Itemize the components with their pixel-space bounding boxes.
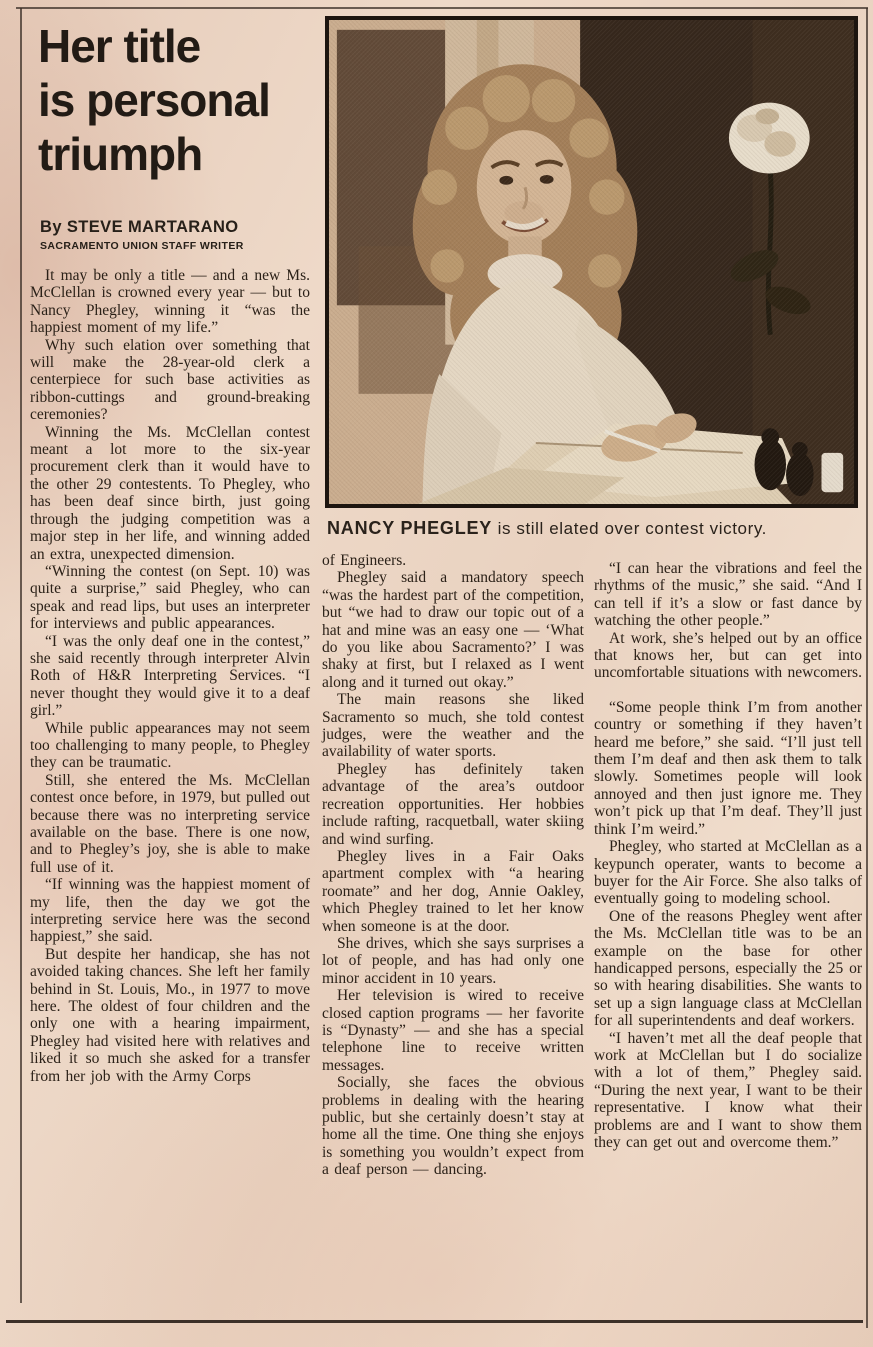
article-paragraph: “I haven’t met all the deaf people that work at McClellan but I do socialize with a lot of them,” Phegley said. “During the next year, I want to be their representative. I know what their problems are and I want to show them they can get out and overcome them.” — [594, 1029, 862, 1151]
article-paragraph: While public appearances may not seem too challenging to many people, to Phegley they can be traumatic. — [30, 719, 310, 772]
article-paragraph: Still, she entered the Ms. McClellan contest once before, in 1979, but pulled out because there was no interpreting service available on the base. There is one now, and to Phegley’s joy, she is able to make full use of it. — [30, 771, 310, 876]
byline — [40, 218, 320, 252]
left-border-rule — [20, 8, 22, 1303]
headline — [38, 20, 323, 181]
byline-organization: SACRAMENTO UNION STAFF WRITER — [40, 240, 244, 252]
article-paragraph: “I can hear the vibrations and feel the rhythms of the music,” she said. “And I can tell if it’s a slow or fast dance by watching the other people.” — [594, 560, 862, 630]
photo-illustration — [329, 20, 854, 504]
right-border-rule — [866, 8, 868, 1328]
photo-caption — [327, 518, 863, 539]
headline-line: Her title — [38, 20, 201, 72]
caption-text: is still elated over contest victory. — [497, 519, 767, 538]
article-paragraph: “If winning was the happiest moment of my life, then the day we got the interpreting service here was the second happiest,” she said. — [30, 876, 310, 946]
headline-line: triumph — [38, 127, 203, 180]
article-paragraph: Phegley has definitely taken advantage of the area’s outdoor recreation opportunities. Her hobbies include rafting, racquetball, water skiing and wind surfing. — [322, 760, 584, 848]
article-paragraph: Phegley said a mandatory speech “was the hardest part of the competition, but “we had to draw our topic out of a hat and mine was an easy one — ‘What do you like abou Sacramento?’ I was shaky at first, but I relaxed as I went along and it turned out okay.” — [322, 569, 584, 691]
caption-subject-name: NANCY PHEGLEY — [327, 518, 498, 538]
article-paragraph: “Some people think I’m from another country or something if they haven’t heard me before,” she said. “I’ll just tell them I’m deaf and then ask them to talk slowly. Sometimes people will look annoyed and then just ignore me. They won’t pick up that I’m deaf. They’ll just think I’m weird.” — [594, 698, 862, 838]
article-paragraph: The main reasons she liked Sacramento so much, she told contest judges, were the weather and the availability of water sports. — [322, 691, 584, 761]
article-paragraph: Phegley lives in a Fair Oaks apartment complex with “a hearing roomate” and her dog, Annie Oakley, which Phegley trained to let her know when someone is at the door. — [322, 847, 584, 935]
article-paragraph: It may be only a title — and a new Ms. McClellan is crowned every year — but to Nancy Phegley, winning it “was the happiest moment of my life.” — [30, 267, 310, 337]
headline-line: is personal — [38, 73, 270, 126]
byline-author: By STEVE MARTARANO — [40, 218, 239, 236]
article-paragraph: At work, she’s helped out by an office that knows her, but can get into uncomfortable situations with newcomers. — [594, 629, 862, 682]
article-paragraph: Socially, she faces the obvious problems in dealing with the hearing public, but she certainly doesn’t stay at home all the time. One thing she enjoys is something you wouldn’t expect from a deaf person — dancing. — [322, 1074, 584, 1179]
bottom-border-rule — [6, 1320, 863, 1323]
column-middle — [322, 552, 584, 1179]
article-photo — [325, 16, 858, 508]
article-paragraph: “I was the only deaf one in the contest,” she said recently through interpreter Alvin Roth of H&R Interpreting Services. “I never thought they would give it to a deaf girl.” — [30, 632, 310, 720]
article-paragraph: of Engineers. — [322, 552, 407, 569]
article-paragraph: Her television is wired to receive closed caption programs — her favorite is “Dynasty” — and she has a special telephone line to receive written messages. — [322, 987, 584, 1074]
top-border-rule — [16, 7, 868, 9]
article-paragraph: Phegley, who started at McClellan as a keypunch operater, wants to become a buyer for the Air Force. She also talks of eventually going to modeling school. — [594, 838, 862, 908]
column-left — [30, 267, 310, 1085]
column-right — [594, 560, 862, 1151]
article-paragraph: One of the reasons Phegley went after the Ms. McClellan title was to be an example on the base for other handicapped persons, especially the 25 or so with hearing disabilities. She wants to set up a sign language class at McClellan for all superintendents and deaf workers. — [594, 907, 862, 1030]
article-paragraph: “Winning the contest (on Sept. 10) was quite a surprise,” said Phegley, who can speak and read lips, but uses an interpreter for interviews and public appearances. — [30, 562, 310, 633]
article-paragraph: But despite her handicap, she has not avoided taking chances. She left her family behind in St. Louis, Mo., in 1977 to move here. The oldest of four children and the only one with a hearing impairment, Phegley had visited here with relatives and liked it so much she asked for a transfer from her job with the Army Corps — [30, 945, 310, 1085]
article-paragraph: Why such elation over something that will make the 28-year-old clerk a centerpiece for such base activities as ribbon-cuttings and ground-breaking ceremonies? — [30, 336, 310, 424]
article-paragraph: She drives, which she says surprises a lot of people, and has had only one minor accident in 10 years. — [322, 934, 584, 987]
article-paragraph: Winning the Ms. McClellan contest meant a lot more to the six-year procurement clerk than it would have to the other 29 contestents. To Phegley, who has been deaf since birth, just going through the judging competition was a major step in her life, and winning added an extra, unexpected dimension. — [30, 423, 310, 563]
